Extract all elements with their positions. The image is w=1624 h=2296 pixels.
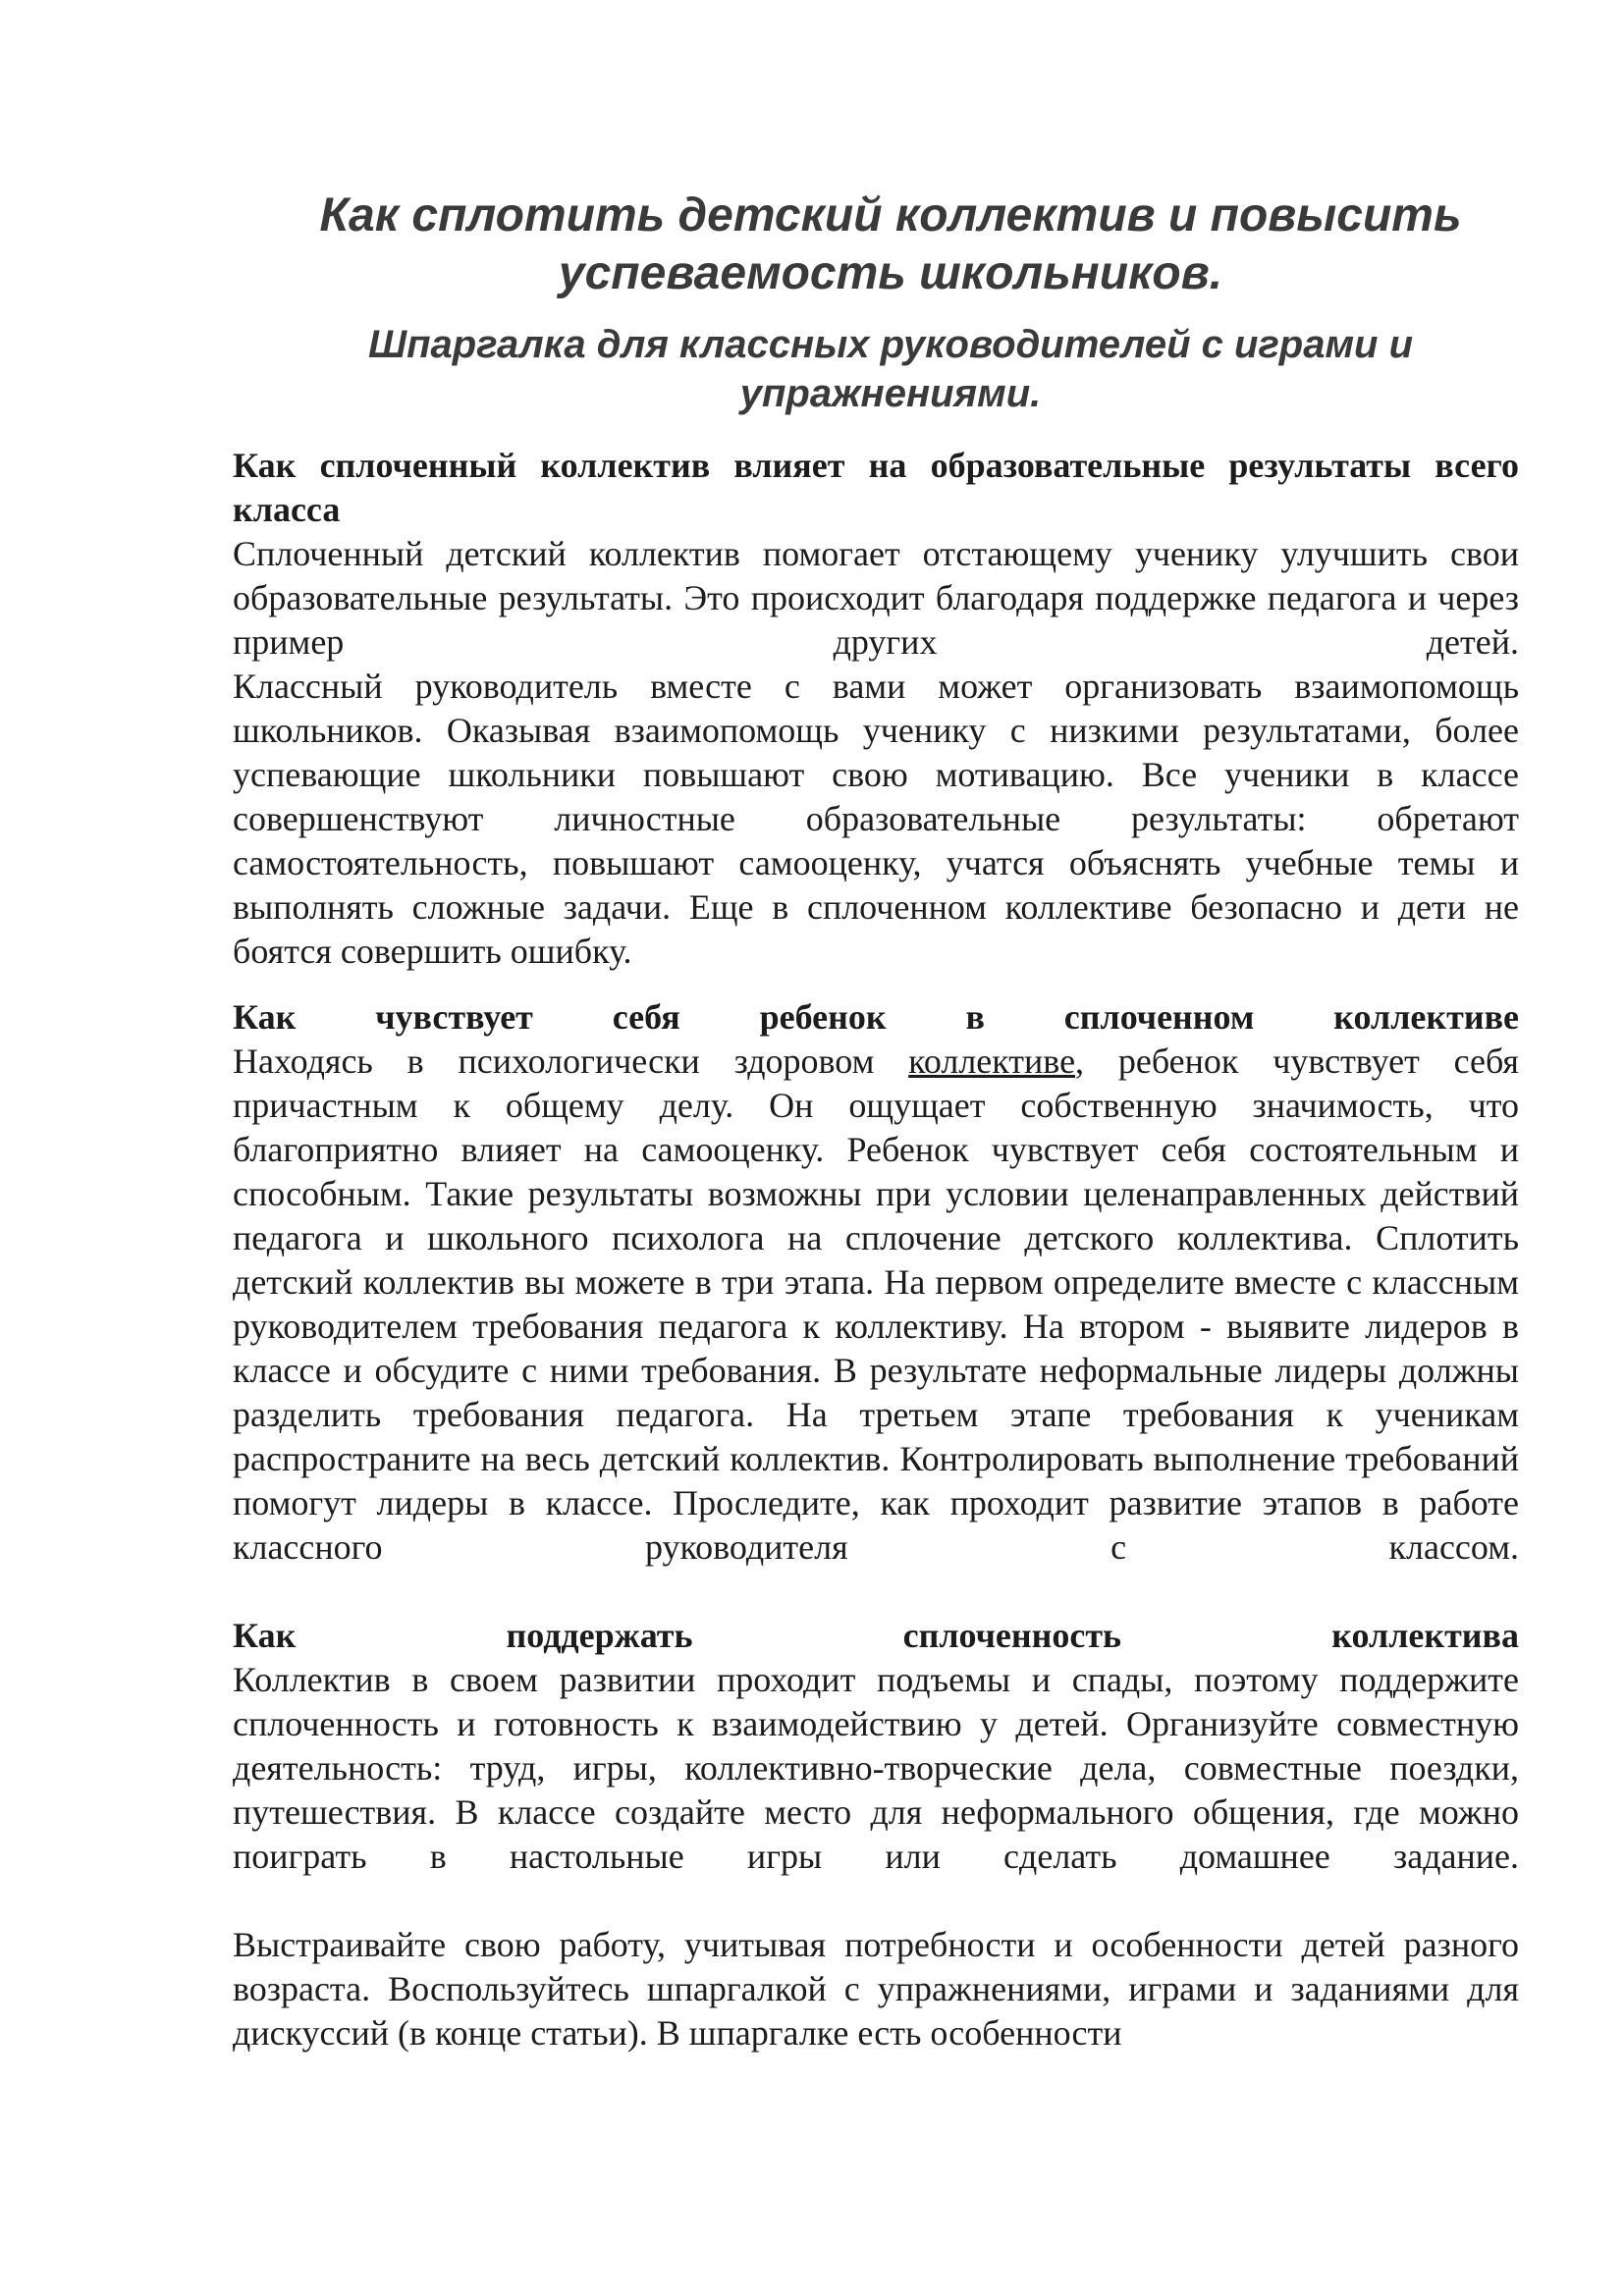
section-paragraph: Выстраивайте свою работу, учитывая потребности и особенности детей разного возраста. Воспользуйтесь шпаргалкой с упражнениями, играми и заданиями для дискуссий (в конце статьи). В шпаргалке есть особенности (233, 1925, 1519, 2053)
section-paragraph (233, 1040, 1519, 1570)
section-heading: Как сплоченный коллектив влияет на образовательные результаты всего класса (233, 446, 1519, 529)
section-paragraph: Сплоченный детский коллектив помогает отстающему ученику улучшить свои образовательные результаты. Это происходит благодаря поддержке педагога и через пример других детей. (233, 534, 1519, 662)
section-cohesion-results (233, 444, 1519, 974)
section-heading: Как чувствует себя ребенок в сплоченном коллективе (233, 997, 1519, 1037)
section-support-cohesion (233, 1614, 1519, 2056)
paragraph-text: , ребенок чувствует себя причастным к общему делу. Он ощущает собственную значимость, что благоприятно влияет на самооценку. Ребенок чувствует себя состоятельным и способным. Такие результаты возможны при условии целенаправленных действий педагога и школьного психолога на сплочение детского коллектива. Сплотить детский коллектив вы можете в три этапа. На первом определите вместе с классным руководителем требования педагога к коллективу. На втором - выявите лидеров в классе и обсудите с ними требования. В результате неформальные лидеры должны разделить требования педагога. На третьем этапе требования к ученикам распространите на весь детский коллектив. Контролировать выполнение требований помогут лидеры в классе. Проследите, как проходит развитие этапов в работе классного руководителя с классом. (233, 1041, 1519, 1567)
page-content (233, 187, 1519, 2056)
section-child-feeling (233, 995, 1519, 1570)
document-subtitle: Шпаргалка для классных руководителей с играми и упражнениями. (367, 323, 1414, 415)
section-paragraph: Классный руководитель вместе с вами может организовать взаимопомощь школьников. Оказывая взаимопомощь ученику с низкими результатами, более успевающие школьники повышают свою мотивацию. Все ученики в классе совершенствуют личностные образовательные результаты: обретают самостоятельность, повышают самооценку, учатся объяснять учебные темы и выполнять сложные задачи. Еще в сплоченном коллективе безопасно и дети не боятся совершить ошибку. (233, 667, 1519, 971)
section-heading: Как поддержать сплоченность коллектива (233, 1616, 1519, 1655)
document-title: Как сплотить детский коллектив и повысить успеваемость школьников. (319, 189, 1462, 299)
paragraph-text: Находясь в психологически здоровом (233, 1041, 875, 1081)
collective-link[interactable]: коллективе (908, 1041, 1076, 1081)
section-paragraph: Коллектив в своем развитии проходит подъемы и спады, поэтому поддержите сплоченность и готовность к взаимодействию у детей. Организуйте совместную деятельность: труд, игры, коллективно-творческие дела, совместные поездки, путешествия. В классе создайте место для неформального общения, где можно поиграть в настольные игры или сделать домашнее задание. (233, 1660, 1519, 1876)
